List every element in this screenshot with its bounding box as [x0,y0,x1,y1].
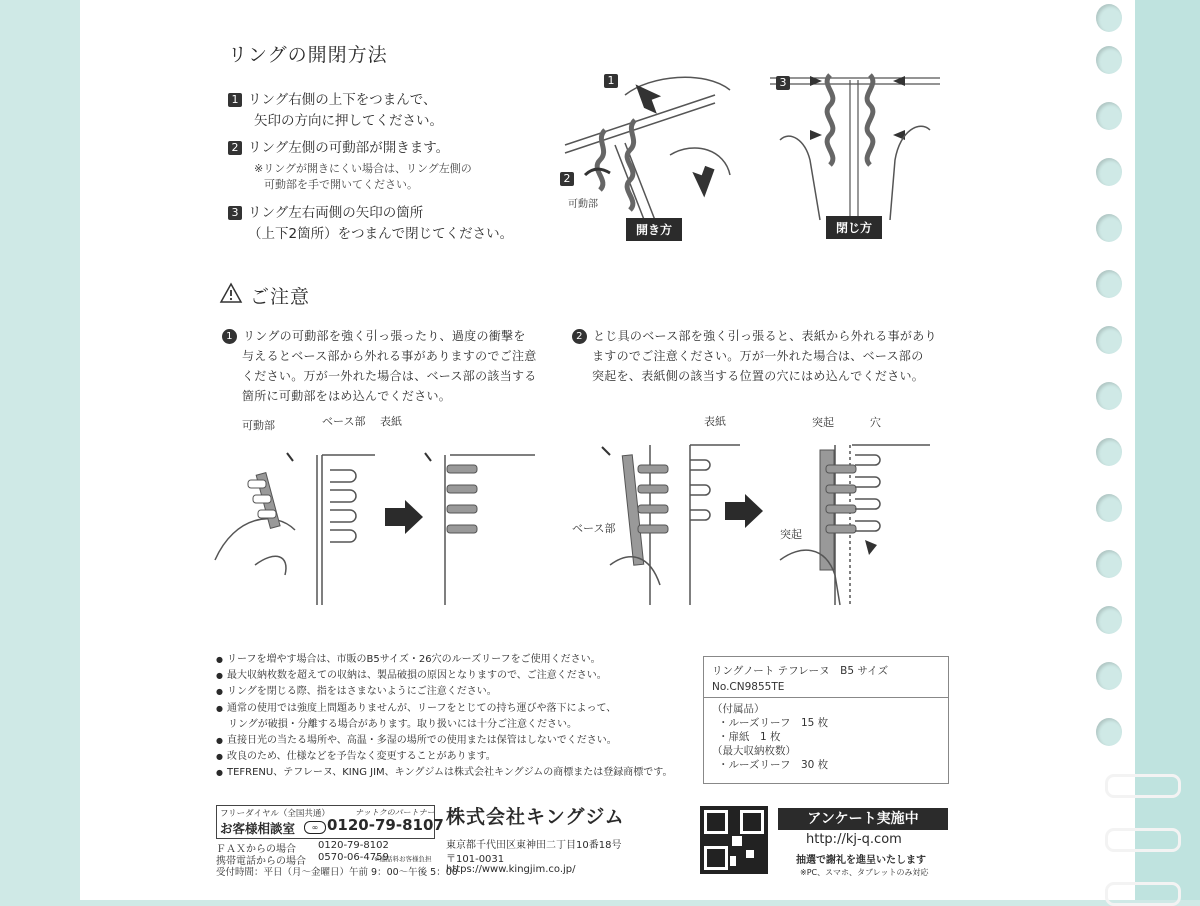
note-item: ● リーフを増やす場合は、市販のB5サイズ・26穴のルーズリーフをご使用ください。 [216,652,696,668]
step-text: リング右側の上下をつまんで、 [248,92,437,108]
step-number: 1 [228,93,242,107]
max-capacity-title: （最大収納枚数） [712,745,796,757]
survey-description: 抽選で謝礼を進呈いたします [796,855,926,866]
note-item: ● リングを閉じる際、指をはさまないようにご注意ください。 [216,684,696,700]
reception-hours: 受付時間：平日（月〜金曜日）午前 9：00〜午後 5：00 [216,867,458,878]
ring [1105,774,1181,798]
survey-banner: アンケート実施中 [778,808,948,830]
caution-text: リングの可動部を強く引っ張ったり、過度の衝撃を [243,329,526,343]
section-title-caution: ご注意 [250,286,311,308]
binder-hole [1096,326,1122,354]
company-url[interactable]: https://www.kingjim.co.jp/ [446,864,576,875]
binder-hole [1096,550,1122,578]
product-name: リングノート テフレーヌ B5 サイズ [712,665,889,677]
illustration-caution-2 [590,415,940,605]
company-address: 東京都千代田区東神田二丁目10番18号 [446,840,622,851]
binder-rings [1105,760,1200,900]
note-item: ● 改良のため、仕様などを予告なく変更することがあります。 [216,749,696,765]
note-item-continued: リングが破損・分離する場合があります。取り扱いには十分ご注意ください。 [228,718,577,730]
accessories-title: （付属品） [712,703,765,715]
label-movable-part: 可動部 [242,419,275,432]
binder-hole [1096,494,1122,522]
binder-hole [1096,46,1122,74]
note-item: ● 最大収納枚数を超えての収納は、製品破損の原因となりますので、ご注意ください。 [216,668,696,684]
close-method-label: 閉じ方 [826,216,882,239]
caution-text: ください。万が一外れた場合は、ベース部の該当する [242,369,537,383]
fax-label: ＦＡＸからの場合 [216,844,296,855]
illustration-opening-ring [555,55,730,240]
label-hole: 穴 [870,416,881,429]
survey-url[interactable]: http://kj-q.com [806,832,902,847]
ring [1105,828,1181,852]
note-item: ● 直接日光の当たる場所や、高温・多湿の場所での使用または保管はしないでください。 [216,733,696,749]
company-name: 株式会社キングジム [446,806,625,828]
note-text: ※リングが開きにくい場合は、リング左側の [254,162,472,175]
product-spec-box [703,656,949,784]
binder-hole [1096,662,1122,690]
step-3 [228,203,558,245]
product-model: No.CN9855TE [704,678,948,698]
customer-desk-number[interactable]: 0120-79-8107 [327,816,444,834]
step-2 [228,138,558,159]
label-base-part-2: ベース部 [572,522,616,535]
section-title-ring-opening: リングの開閉方法 [228,44,388,66]
mobile-number: 0570-06-4759 [318,852,389,863]
binder-hole [1096,214,1122,242]
binder-hole [1096,606,1122,634]
movable-part-label: 可動部 [568,199,598,210]
free-dial-icon: ∞ [304,821,326,834]
note-item: ● 通常の使用では強度上問題ありませんが、リーフをとじての持ち運びや落下によって、 [216,701,696,717]
binder-hole [1096,438,1122,466]
step-text: リング左右両側の矢印の箇所 [248,205,424,221]
open-method-label: 開き方 [626,218,682,241]
ring [1105,882,1181,906]
warning-icon [220,283,242,303]
fax-number: 0120-79-8102 [318,840,389,851]
step-2-note [254,161,574,193]
mobile-note: ※通話料お客様負担 [374,855,432,863]
step-1 [228,90,558,132]
caution-1 [222,326,552,406]
figure-step-1-badge: 1 [604,74,618,88]
caution-text: ますのでご注意ください。万が一外れた場合は、ベース部の [592,349,924,363]
qr-code[interactable] [700,806,768,874]
caution-number: 1 [222,329,237,344]
accessory-item: ・ルーズリーフ 15 枚 [718,717,829,729]
binder-hole [1096,158,1122,186]
step-text: （上下2箇所）をつまんで閉じてください。 [248,226,514,242]
label-protrusion: 突起 [812,416,834,429]
illustration-closing-ring [770,60,945,230]
customer-desk-label: お客様相談室 [220,821,296,836]
caution-text: 突起を、表紙側の該当する位置の穴にはめ込んでください。 [592,369,925,383]
caution-number: 2 [572,329,587,344]
step-text: リング左側の可動部が開きます。 [248,140,450,156]
label-protrusion-2: 突起 [780,528,802,541]
figure-step-2-badge: 2 [560,172,574,186]
partner-label: ナットクのパートナー [355,808,435,817]
binder-hole [1096,270,1122,298]
label-cover-2: 表紙 [704,415,726,428]
step-number: 2 [228,141,242,155]
caution-text: とじ具のベース部を強く引っ張ると、表紙から外れる事があり [593,329,937,343]
note-item: ● TEFRENU、テフレーヌ、KING JIM、キングジムは株式会社キングジムの商標または登録商標です。 [216,765,696,781]
mobile-label: 携帯電話からの場合 [216,856,306,867]
step-text: 矢印の方向に押してください。 [254,113,443,129]
free-dial-label: フリーダイヤル（全国共通） [220,809,330,819]
binder-hole [1096,382,1122,410]
binder-hole [1096,4,1122,32]
step-number: 3 [228,206,242,220]
label-base-part: ベース部 [322,415,366,428]
caution-text: 与えるとベース部から外れる事がありますのでご注意 [242,349,537,363]
company-zip: 〒101-0031 [446,854,505,865]
max-capacity-item: ・ルーズリーフ 30 枚 [718,759,829,771]
survey-note: ※PC、スマホ、タブレットのみ対応 [800,868,929,877]
usage-notes [216,652,696,782]
figure-step-3-badge: 3 [776,76,790,90]
accessory-item: ・扉紙 1 枚 [718,731,781,743]
note-text: 可動部を手で開いてください。 [264,178,418,191]
caution-text: 箇所に可動部をはめ込んでください。 [242,389,452,403]
illustration-caution-1 [215,415,545,605]
caution-2 [572,326,952,386]
binder-hole [1096,102,1122,130]
label-cover: 表紙 [380,415,402,428]
binder-hole [1096,718,1122,746]
